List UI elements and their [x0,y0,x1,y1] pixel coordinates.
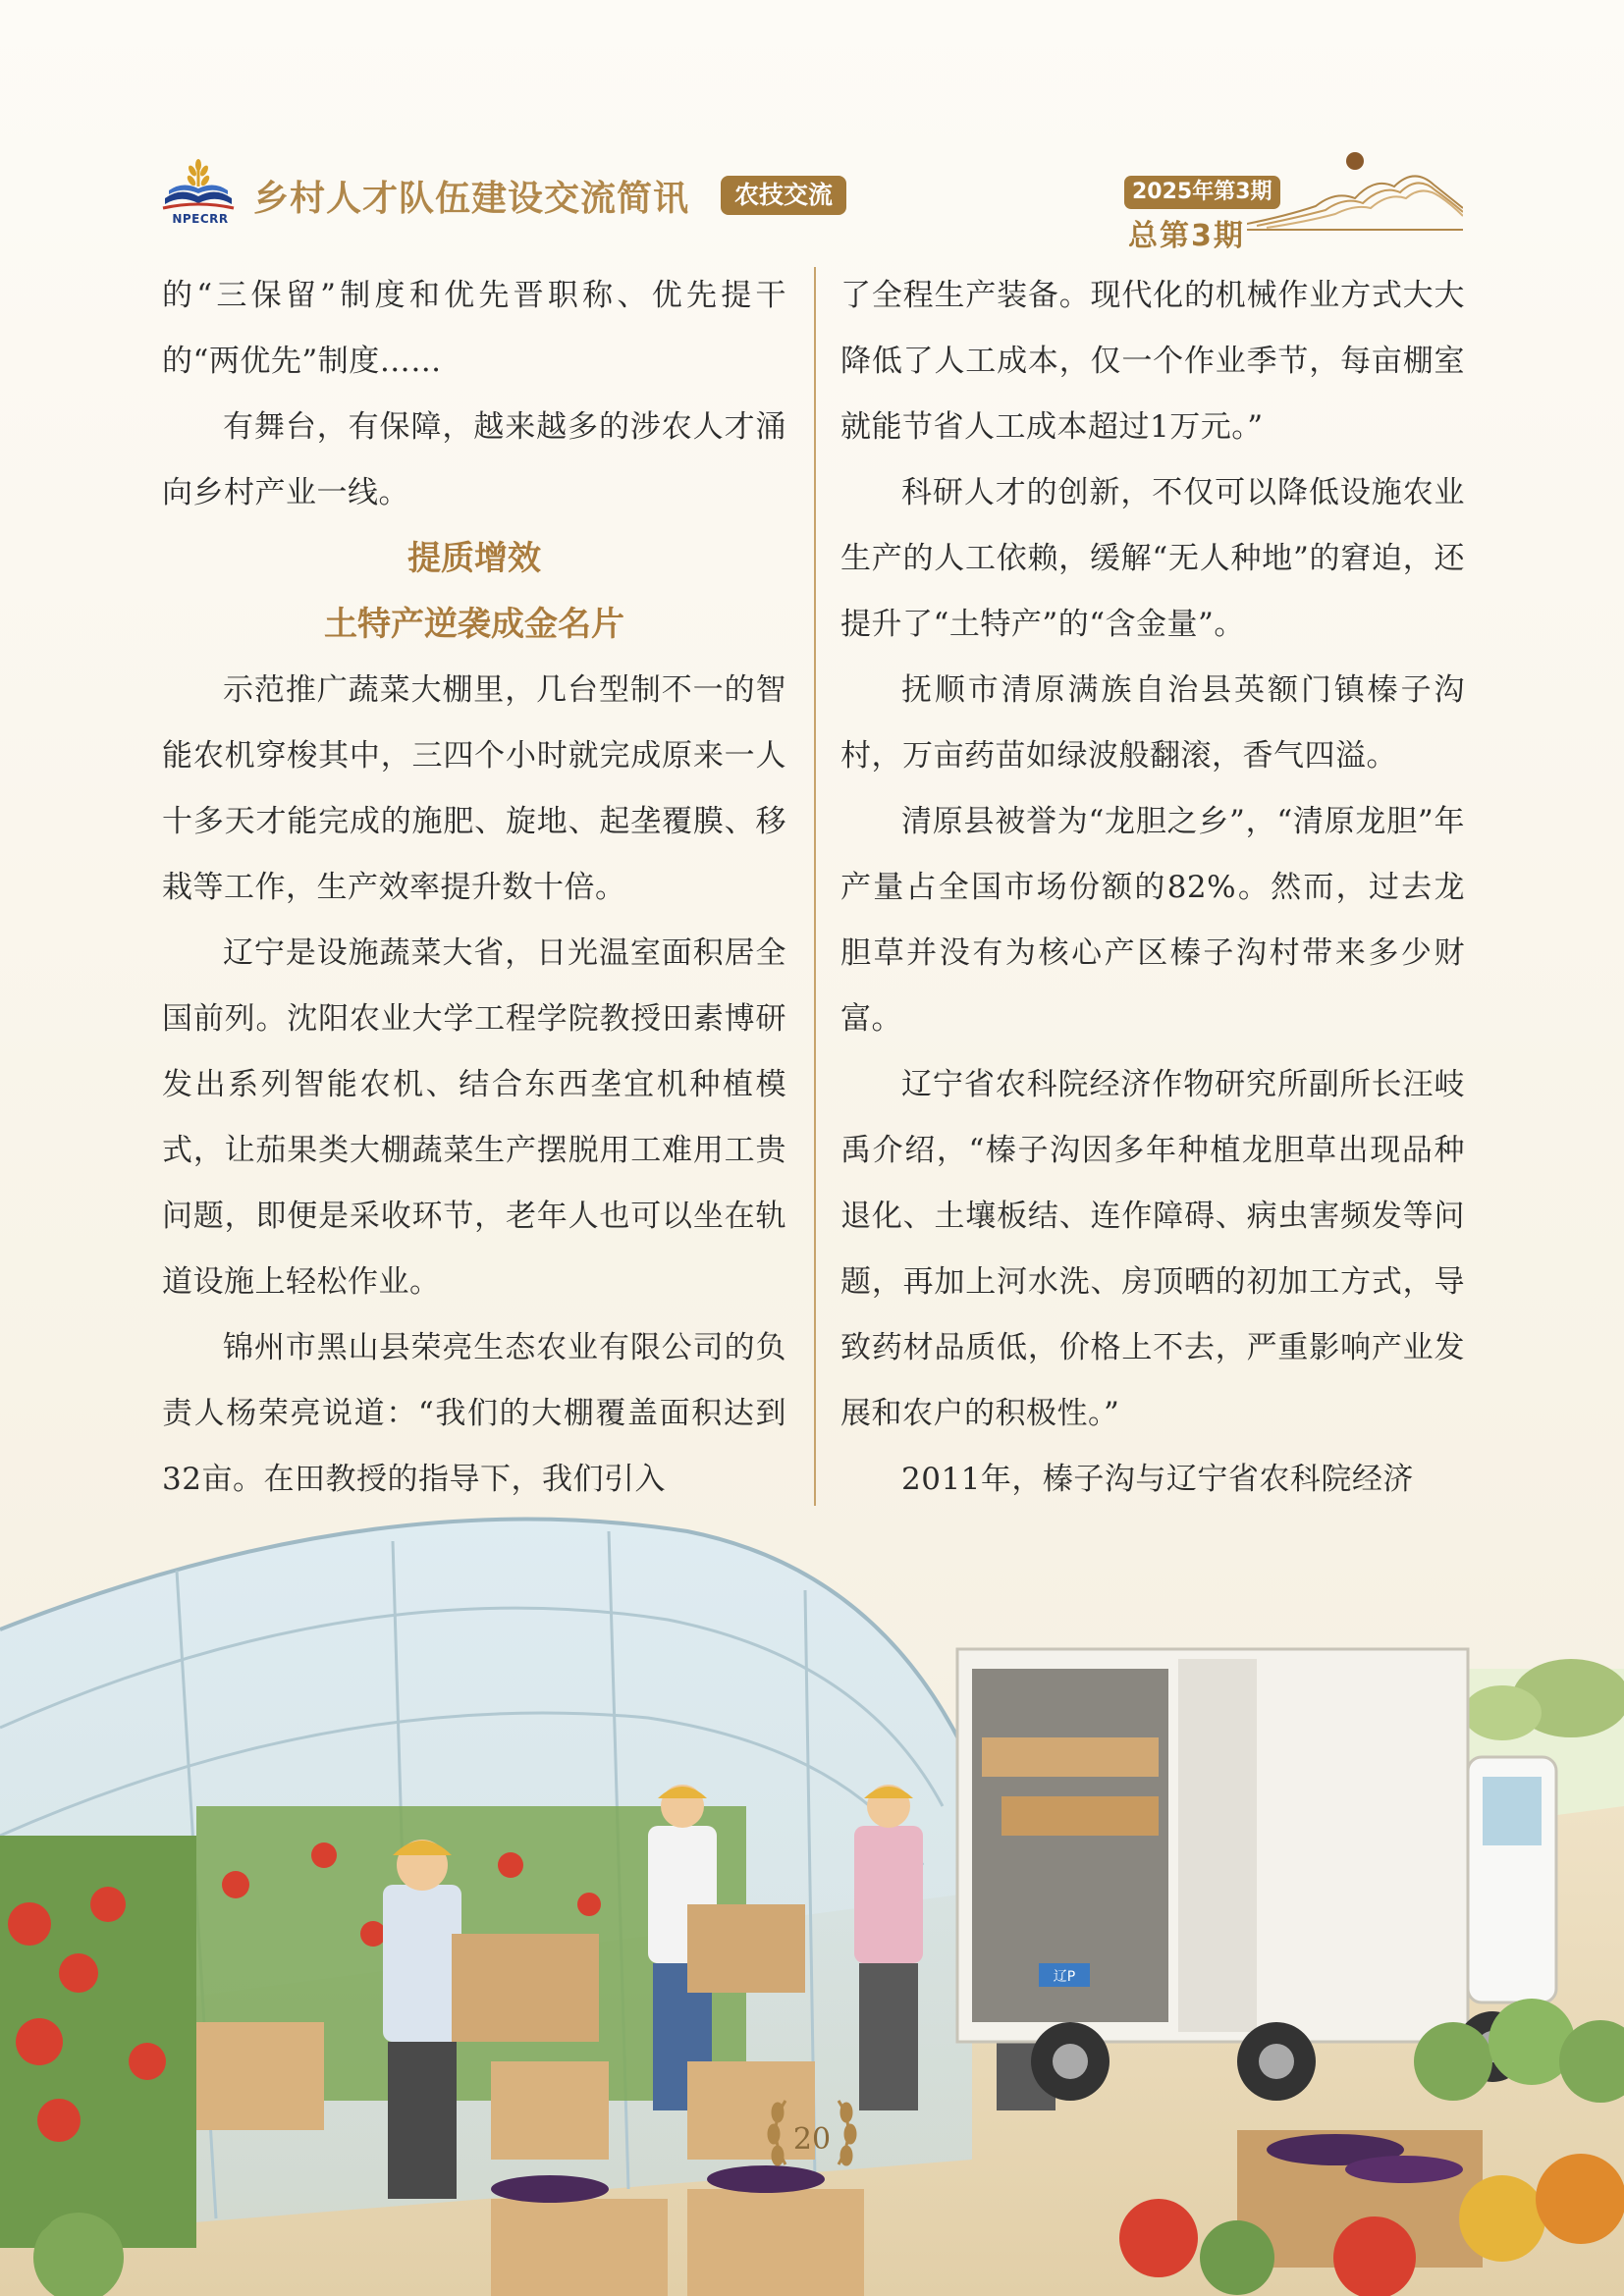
paragraph: 锦州市黑山县荣亮生态农业有限公司的负责人杨荣亮说道：“我们的大棚覆盖面积达到32亩。在田教授的指导下，我们引入 [162,1330,786,1497]
section-heading: 提质增效 [407,539,541,578]
column-divider [814,267,816,1506]
section-subheading: 土特产逆袭成金名片 [324,605,624,644]
paragraph: 示范推广蔬菜大棚里，几台型制不一的智能农机穿梭其中，三四个小时就完成原来一人十多天才能完成的施肥、旋地、起垄覆膜、移栽等工作，生产效率提升数十倍。 [162,672,786,905]
paragraph: 辽宁省农科院经济作物研究所副所长汪岐禹介绍，“榛子沟因多年种植龙胆草出现品种退化、土壤板结、连作障碍、病虫害频发等问题，再加上河水洗、房顶晒的初加工方式，导致药材品质低，价格上不去，严重影响产业发展和农户的积极性。” [840,1067,1465,1431]
total-issue-label: 总第3期 [1128,219,1245,253]
paragraph: 辽宁是设施蔬菜大省，日光温室面积居全国前列。沈阳农业大学工程学院教授田素博研发出系列智能农机、结合东西垄宜机种植模式，让茄果类大棚蔬菜生产摆脱用工难用工贵问题，即便是采收环节，老年人也可以坐在轨道设施上轻松作业。 [162,935,786,1300]
publication-title: 乡村人才队伍建设交流简讯 [253,179,690,219]
greenhouse-illustration [0,1512,1624,2296]
paragraph: 有舞台，有保障，越来越多的涉农人才涌向乡村产业一线。 [162,409,786,510]
section-badge: 农技交流 [721,176,846,215]
logo-text: NPECRR [172,212,229,226]
paragraph: 科研人才的创新，不仅可以降低设施农业生产的人工依赖，缓解“无人种地”的窘迫，还提升了“土特产”的“含金量”。 [840,475,1465,642]
issue-badge: 2025年第3期 [1124,176,1280,209]
paragraph: 的“三保留”制度和优先晋职称、优先提干的“两优先”制度…… [162,278,786,379]
right-column [840,263,1465,1513]
truck-plate: 辽P [1053,1969,1076,1985]
paragraph: 了全程生产装备。现代化的机械作业方式大大降低了人工成本，仅一个作业季节，每亩棚室就能节省人工成本超过1万元。” [840,278,1465,445]
paragraph: 2011年，榛子沟与辽宁省农科院经济 [901,1462,1414,1497]
paragraph: 抚顺市清原满族自治县英额门镇榛子沟村，万亩药苗如绿波般翻滚，香气四溢。 [840,672,1465,774]
paragraph: 清原县被誉为“龙胆之乡”，“清原龙胆”年产量占全国市场份额的82%。然而，过去龙胆草并没有为核心产区榛子沟村带来多少财富。 [840,804,1465,1037]
mountain-sun-icon [1247,147,1463,231]
page-number: 20 [792,2122,832,2157]
page-header [0,0,1624,255]
left-column [162,263,786,1513]
